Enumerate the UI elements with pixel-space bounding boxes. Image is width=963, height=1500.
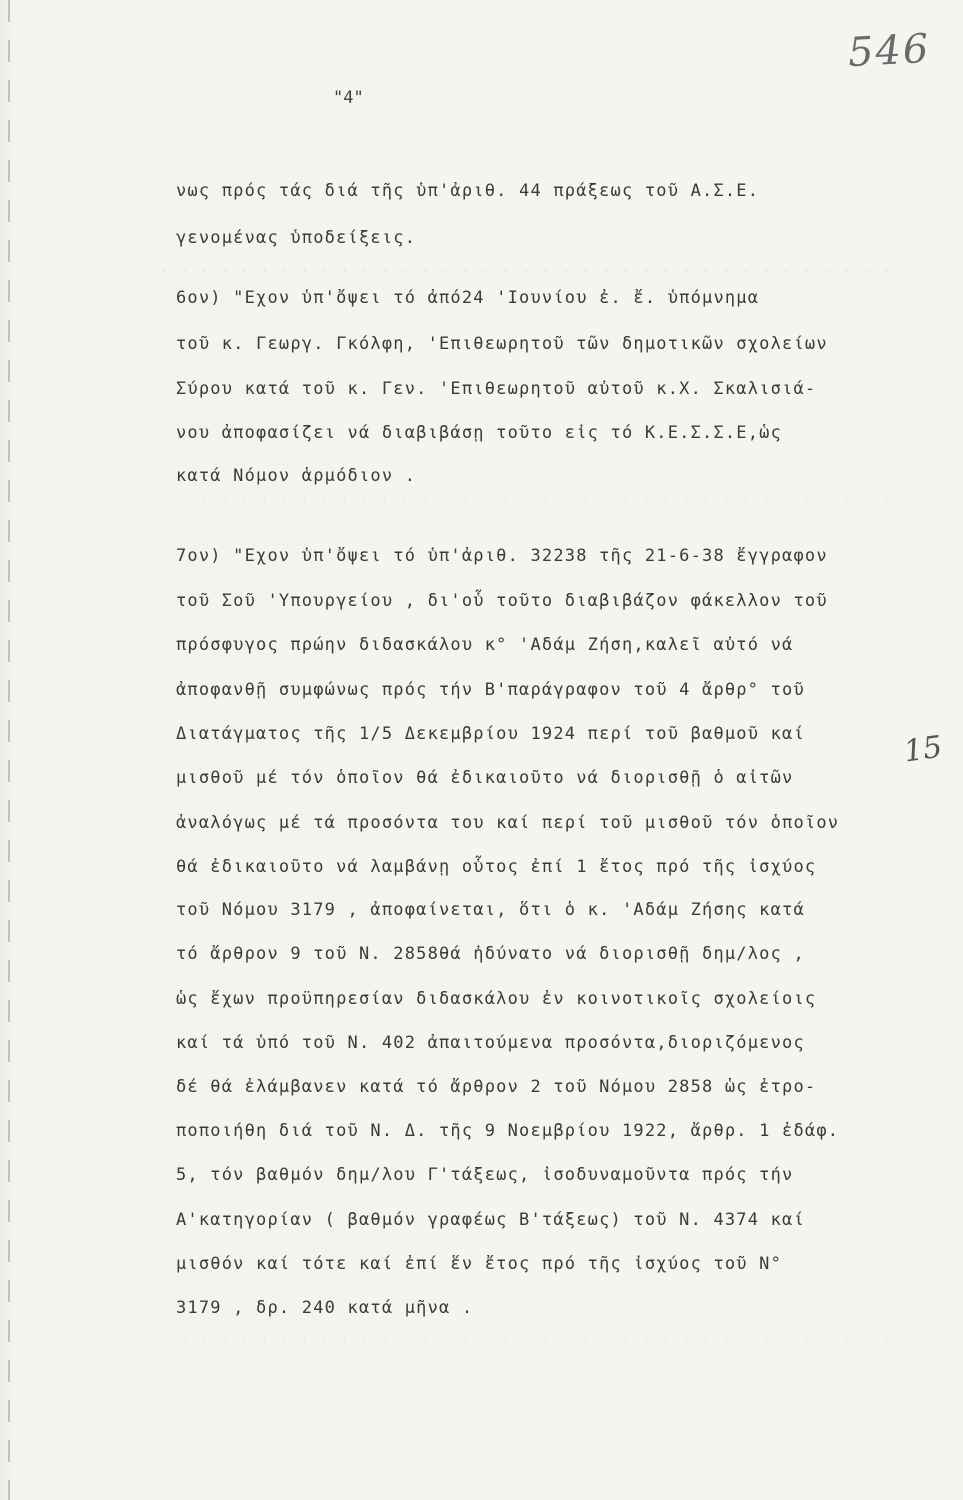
- text-line: τό ἄρθρον 9 τοῦ Ν. 2858θά ἠδύνατο νά διορισθῇ δημ/λος ,: [176, 944, 805, 964]
- margin-note: 15: [901, 729, 945, 770]
- page-number: "4": [333, 88, 364, 108]
- text-line: τοῦ κ. Γεωργ. Γκόλφη, 'Επιθεωρητοῦ τῶν δημοτικῶν σχολείων: [176, 334, 828, 354]
- text-line: Α'κατηγορίαν ( βαθμόν γραφέως Β'τάξεως) τοῦ Ν. 4374 καί: [176, 1210, 805, 1230]
- text-line: ὡς ἔχων προϋπηρεσίαν διδασκάλου ἐν κοινοτικοῖς σχολείοις: [176, 989, 817, 1009]
- text-line: κατά Νόμον ἁρμόδιον .: [176, 466, 417, 486]
- binding-edge: [8, 0, 10, 1500]
- text-line: πρόσφυγος πρώην διδασκάλου κ° 'Αδάμ Ζήση,καλεῖ αὐτό νά: [176, 635, 794, 655]
- bleed-through: · · · · · · · · · · · · · · · · · · · · · · · · · · · · · · · · · · · · ·: [160, 262, 893, 280]
- text-line: μισθοῦ μέ τόν ὁποῖον θά ἐδικαιοῦτο νά διορισθῇ ὁ αἰτῶν: [176, 768, 794, 788]
- bleed-through: · · · · · · · · · · · · · · · · · · · · · · · · · · · · · · · · · · ·: [200, 490, 893, 508]
- folio-number: 546: [846, 25, 932, 77]
- text-line: 5, τόν βαθμόν δημ/λου Γ'τάξεως, ἰσοδυναμοῦντα πρός τήν: [176, 1165, 794, 1185]
- text-line: ἀποφανθῇ συμφώνως πρός τήν Β'παράγραφον τοῦ 4 ἄρθρ° τοῦ: [176, 680, 805, 700]
- text-line: τοῦ Νόμου 3179 , ἀποφαίνεται, ὅτι ὁ κ. 'Αδάμ Ζήσης κατά: [176, 900, 805, 920]
- text-line: καί τά ὑπό τοῦ Ν. 402 ἀπαιτούμενα προσόντα,διοριζόμενος: [176, 1033, 805, 1053]
- text-line: νου ἀποφασίζει νά διαβιβάσῃ τοῦτο εἰς τό Κ.Ε.Σ.Σ.Ε,ὡς: [176, 423, 783, 443]
- text-line: μισθόν καί τότε καί ἐπί ἕν ἔτος πρό τῆς ἰσχύος τοῦ Ν°: [176, 1254, 783, 1274]
- text-line: νως πρός τάς διά τῆς ὑπ'ἀριθ. 44 πράξεως τοῦ Α.Σ.Ε.: [176, 181, 760, 201]
- bleed-through: · · · · · · · · · · · · · · · · · · · · · · · · · · · · · · · · · · · ·: [180, 1330, 893, 1348]
- text-line: θά ἐδικαιοῦτο νά λαμβάνῃ οὗτος ἐπί 1 ἔτος πρό τῆς ἰσχύος: [176, 857, 817, 877]
- text-line: Σύρου κατά τοῦ κ. Γεν. 'Επιθεωρητοῦ αὐτοῦ κ.Χ. Σκαλισιά-: [176, 379, 817, 399]
- text-line: 3179 , δρ. 240 κατά μῆνα .: [176, 1298, 474, 1318]
- text-line: γενομένας ὑποδείξεις.: [176, 228, 417, 248]
- text-line: δέ θά ἐλάμβανεν κατά τό ἄρθρον 2 τοῦ Νόμου 2858 ὡς ἐτρο-: [176, 1077, 817, 1097]
- text-line: ποποιήθη διά τοῦ Ν. Δ. τῆς 9 Νοεμβρίου 1922, ἄρθρ. 1 ἐδάφ.: [176, 1121, 840, 1141]
- text-line: τοῦ Σοῦ 'Υπουργείου , δι'οὗ τοῦτο διαβιβάζον φάκελλον τοῦ: [176, 591, 828, 611]
- text-line: 6ον) "Εχον ὑπ'ὄψει τό ἀπό24 'Ιουνίου ἐ. ἔ. ὑπόμνημα: [176, 288, 760, 308]
- text-line: 7ον) "Εχον ὑπ'ὄψει τό ὑπ'ἀριθ. 32238 τῆς 21-6-38 ἔγγραφον: [176, 546, 828, 566]
- text-line: Διατάγματος τῆς 1/5 Δεκεμβρίου 1924 περί τοῦ βαθμοῦ καί: [176, 724, 805, 744]
- text-line: ἀναλόγως μέ τά προσόντα του καί περί τοῦ μισθοῦ τόν ὁποῖον: [176, 813, 840, 833]
